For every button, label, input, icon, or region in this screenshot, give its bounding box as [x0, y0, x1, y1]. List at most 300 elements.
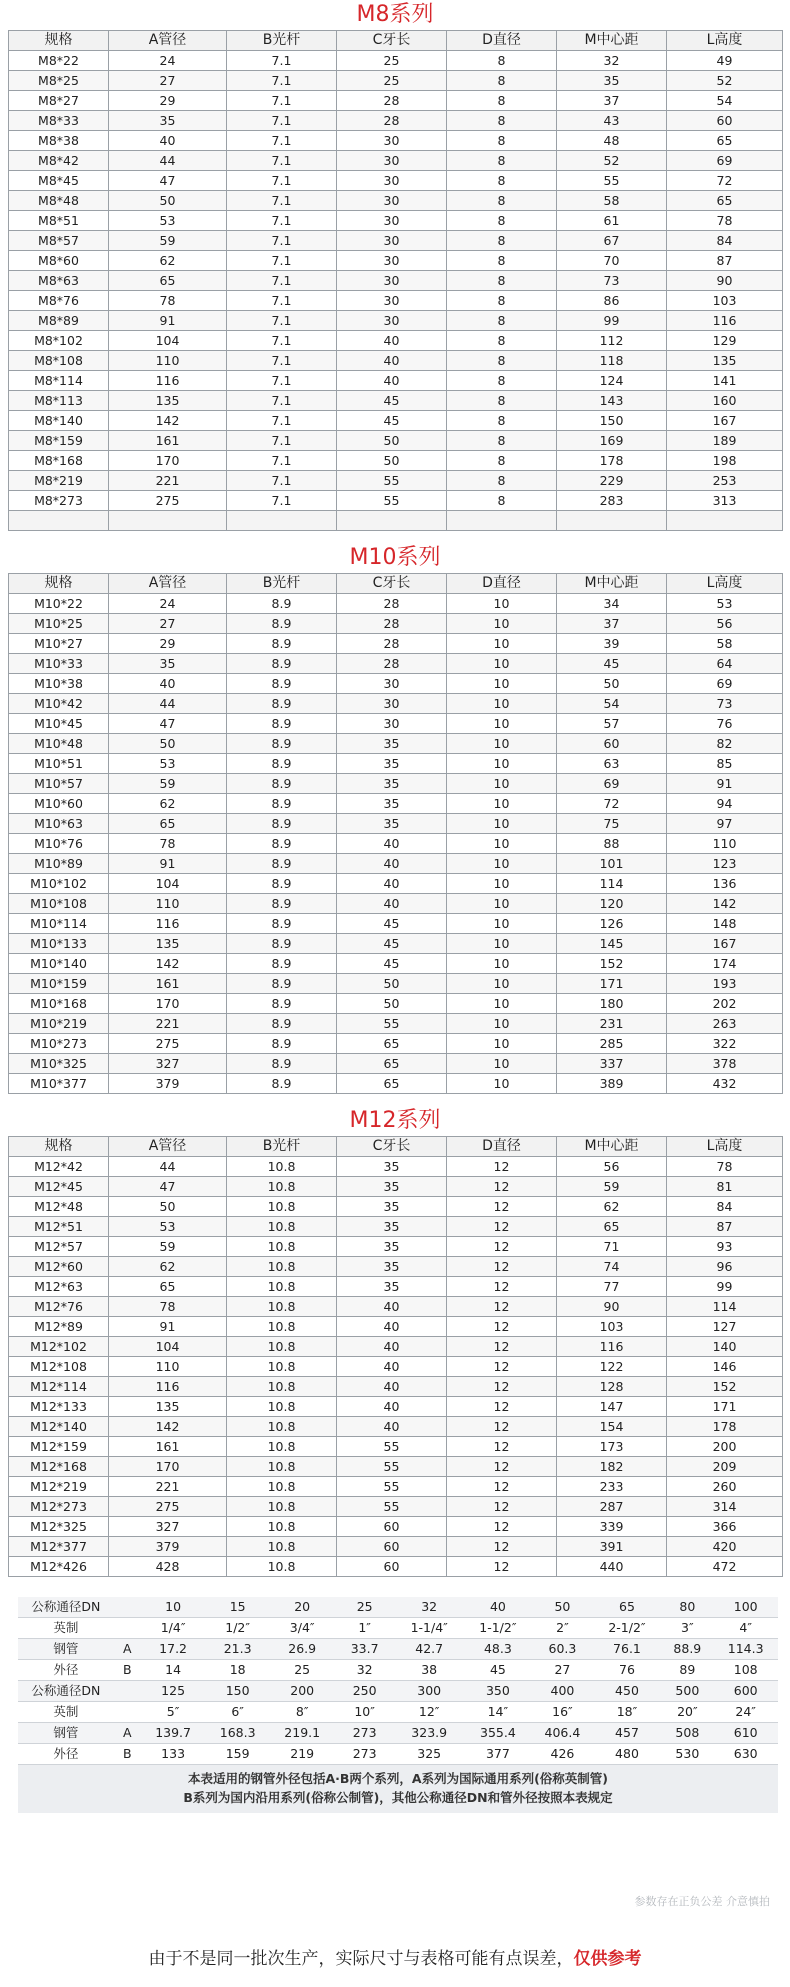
- dn-cell: 45: [464, 1660, 533, 1681]
- table-cell: 8.9: [227, 894, 337, 914]
- table-cell: 45: [557, 654, 667, 674]
- table-row: [9, 714, 783, 734]
- table-cell: 70: [557, 251, 667, 271]
- table-cell: 8.9: [227, 1054, 337, 1074]
- table-row: [9, 874, 783, 894]
- dn-cell: 76.1: [593, 1639, 662, 1660]
- table-cell: 8.9: [227, 654, 337, 674]
- table-cell: 8: [447, 151, 557, 171]
- dn-cell: 1-1/4″: [395, 1618, 464, 1639]
- table-cell: M12*57: [9, 1237, 109, 1257]
- dn-note-line: 本表适用的钢管外径包括A·B两个系列，A系列为国际通用系列(俗称英制管): [187, 1771, 609, 1786]
- table-cell: 8: [447, 371, 557, 391]
- table-cell: 7.1: [227, 471, 337, 491]
- table-cell: 56: [667, 614, 783, 634]
- table-cell: 30: [337, 674, 447, 694]
- table-cell: 65: [557, 1217, 667, 1237]
- table-cell: M10*76: [9, 834, 109, 854]
- table-cell: 322: [667, 1034, 783, 1054]
- table-cell: M12*89: [9, 1317, 109, 1337]
- table-row: [9, 211, 783, 231]
- table-cell: M10*63: [9, 814, 109, 834]
- table-cell: 71: [557, 1237, 667, 1257]
- table-cell: 53: [667, 594, 783, 614]
- table-cell: 7.1: [227, 131, 337, 151]
- table-cell: 10.8: [227, 1457, 337, 1477]
- table-cell: 47: [109, 714, 227, 734]
- dn-cell: 100: [713, 1597, 778, 1618]
- table-cell: 10.8: [227, 1277, 337, 1297]
- dn-cell: 3″: [661, 1618, 713, 1639]
- table-cell: M10*38: [9, 674, 109, 694]
- table-cell: 209: [667, 1457, 783, 1477]
- table-row: [9, 914, 783, 934]
- table-cell: 25: [337, 51, 447, 71]
- table-row: [9, 71, 783, 91]
- header-row: [9, 1137, 783, 1157]
- dn-cell: 17.2: [141, 1639, 206, 1660]
- table-cell: 59: [109, 1237, 227, 1257]
- table-cell: 65: [667, 131, 783, 151]
- dn-cell: 159: [205, 1744, 270, 1765]
- table-cell: 135: [109, 391, 227, 411]
- dn-cell: 外径: [18, 1744, 114, 1765]
- dn-cell: 150: [205, 1681, 270, 1702]
- dn-cell: 10″: [334, 1702, 394, 1723]
- table-cell: 78: [109, 834, 227, 854]
- table-cell: 63: [557, 754, 667, 774]
- table-cell: 127: [667, 1317, 783, 1337]
- dn-cell: B: [114, 1744, 141, 1765]
- table-cell: M10*140: [9, 954, 109, 974]
- table-cell: 30: [337, 714, 447, 734]
- table-cell: 189: [667, 431, 783, 451]
- table-cell: M8*25: [9, 71, 109, 91]
- table-cell: 55: [337, 1477, 447, 1497]
- dn-cell: 3/4″: [270, 1618, 335, 1639]
- empty-cell: [9, 511, 109, 531]
- table-row: [9, 974, 783, 994]
- table-cell: 116: [667, 311, 783, 331]
- table-cell: 44: [109, 151, 227, 171]
- table-cell: 93: [667, 1237, 783, 1257]
- table-cell: 44: [109, 1157, 227, 1177]
- table-cell: 7.1: [227, 231, 337, 251]
- table-cell: M10*219: [9, 1014, 109, 1034]
- column-header: A管径: [109, 31, 227, 51]
- footer-note: [0, 1944, 790, 1969]
- table-cell: M12*159: [9, 1437, 109, 1457]
- table-row: [9, 151, 783, 171]
- table-cell: 8.9: [227, 994, 337, 1014]
- table-cell: 135: [109, 934, 227, 954]
- dn-cell: [114, 1702, 141, 1723]
- series-title: M8系列: [356, 2, 434, 27]
- table-cell: 8.9: [227, 1014, 337, 1034]
- table-cell: 366: [667, 1517, 783, 1537]
- dn-cell: 33.7: [334, 1639, 394, 1660]
- table-cell: M8*114: [9, 371, 109, 391]
- dn-cell: 18: [205, 1660, 270, 1681]
- table-cell: 55: [337, 1014, 447, 1034]
- table-cell: 8: [447, 331, 557, 351]
- table-row: [9, 1497, 783, 1517]
- table-cell: 28: [337, 614, 447, 634]
- table-row: [9, 251, 783, 271]
- dn-cell: 600: [713, 1681, 778, 1702]
- table-cell: 10.8: [227, 1237, 337, 1257]
- table-cell: 221: [109, 1477, 227, 1497]
- table-cell: 59: [109, 231, 227, 251]
- table-cell: 58: [557, 191, 667, 211]
- table-cell: M12*76: [9, 1297, 109, 1317]
- table-cell: 53: [109, 754, 227, 774]
- table-cell: 40: [337, 1317, 447, 1337]
- table-cell: 10.8: [227, 1437, 337, 1457]
- table-cell: M10*168: [9, 994, 109, 1014]
- table-cell: 12: [447, 1157, 557, 1177]
- table-cell: M10*108: [9, 894, 109, 914]
- dn-cell: B: [114, 1660, 141, 1681]
- table-cell: 10: [447, 1074, 557, 1094]
- dn-cell: 323.9: [395, 1723, 464, 1744]
- table-cell: 52: [667, 71, 783, 91]
- table-row: [9, 1277, 783, 1297]
- footer-highlight: 仅供参考: [573, 1949, 642, 1969]
- table-cell: 8.9: [227, 854, 337, 874]
- table-cell: 10.8: [227, 1357, 337, 1377]
- table-cell: 10: [447, 894, 557, 914]
- table-cell: 35: [337, 1197, 447, 1217]
- table-cell: 37: [557, 614, 667, 634]
- empty-cell: [557, 511, 667, 531]
- table-cell: 173: [557, 1437, 667, 1457]
- table-cell: 12: [447, 1257, 557, 1277]
- table-cell: 91: [109, 1317, 227, 1337]
- dn-cell: A: [114, 1639, 141, 1660]
- dn-cell: 480: [593, 1744, 662, 1765]
- table-row: [9, 1177, 783, 1197]
- table-cell: 10: [447, 594, 557, 614]
- table-cell: 7.1: [227, 431, 337, 451]
- table-cell: 65: [109, 271, 227, 291]
- table-cell: 152: [557, 954, 667, 974]
- table-cell: 28: [337, 654, 447, 674]
- dn-cell: 60.3: [532, 1639, 592, 1660]
- table-cell: 40: [337, 1397, 447, 1417]
- table-cell: 54: [667, 91, 783, 111]
- table-cell: M8*140: [9, 411, 109, 431]
- table-cell: 12: [447, 1397, 557, 1417]
- table-cell: 110: [109, 351, 227, 371]
- table-cell: 59: [109, 774, 227, 794]
- dn-cell: 610: [713, 1723, 778, 1744]
- table-cell: 8.9: [227, 674, 337, 694]
- table-cell: 61: [557, 211, 667, 231]
- table-cell: 160: [667, 391, 783, 411]
- table-cell: M10*25: [9, 614, 109, 634]
- table-cell: 122: [557, 1357, 667, 1377]
- table-cell: 12: [447, 1497, 557, 1517]
- table-cell: 8: [447, 431, 557, 451]
- dn-cell: 219: [270, 1744, 335, 1765]
- table-row: [9, 1257, 783, 1277]
- dn-cell: 25: [334, 1597, 394, 1618]
- table-cell: 30: [337, 311, 447, 331]
- column-header: M中心距: [557, 1137, 667, 1157]
- table-row: [9, 291, 783, 311]
- table-cell: 62: [109, 1257, 227, 1277]
- dn-cell: 1/2″: [205, 1618, 270, 1639]
- dn-cell: 200: [270, 1681, 335, 1702]
- table-cell: 10: [447, 774, 557, 794]
- table-row: [9, 91, 783, 111]
- dn-row: [18, 1660, 778, 1681]
- table-cell: 30: [337, 151, 447, 171]
- empty-cell: [447, 511, 557, 531]
- column-header: 规格: [9, 574, 109, 594]
- table-cell: 167: [667, 411, 783, 431]
- table-row: [9, 894, 783, 914]
- table-cell: 55: [337, 1497, 447, 1517]
- table-cell: 7.1: [227, 191, 337, 211]
- table-cell: 69: [667, 674, 783, 694]
- table-cell: 87: [667, 1217, 783, 1237]
- dn-cell: 40: [464, 1597, 533, 1618]
- column-header: M中心距: [557, 574, 667, 594]
- dn-cell: 1″: [334, 1618, 394, 1639]
- table-row: [9, 311, 783, 331]
- table-row: [9, 1237, 783, 1257]
- table-cell: 50: [337, 431, 447, 451]
- table-cell: 24: [109, 594, 227, 614]
- table-cell: 112: [557, 331, 667, 351]
- empty-cell: [667, 511, 783, 531]
- table-cell: M10*33: [9, 654, 109, 674]
- table-cell: 140: [667, 1337, 783, 1357]
- table-row: [9, 1417, 783, 1437]
- table-row: [9, 1477, 783, 1497]
- table-cell: 84: [667, 231, 783, 251]
- table-cell: 40: [337, 854, 447, 874]
- table-cell: M8*51: [9, 211, 109, 231]
- dn-cell: 139.7: [141, 1723, 206, 1744]
- table-cell: 60: [337, 1517, 447, 1537]
- table-cell: 8.9: [227, 634, 337, 654]
- table-cell: 161: [109, 431, 227, 451]
- table-row: [9, 734, 783, 754]
- table-cell: 12: [447, 1477, 557, 1497]
- table-cell: 12: [447, 1557, 557, 1577]
- empty-row: [9, 511, 783, 531]
- table-cell: M8*113: [9, 391, 109, 411]
- table-cell: 50: [109, 734, 227, 754]
- table-cell: 35: [337, 1277, 447, 1297]
- dn-cell: 14″: [464, 1702, 533, 1723]
- table-cell: 143: [557, 391, 667, 411]
- dn-cell: 125: [141, 1681, 206, 1702]
- table-cell: M10*48: [9, 734, 109, 754]
- table-cell: 35: [337, 794, 447, 814]
- table-cell: 7.1: [227, 211, 337, 231]
- table-cell: 77: [557, 1277, 667, 1297]
- table-cell: 10: [447, 1014, 557, 1034]
- table-cell: 40: [109, 131, 227, 151]
- table-cell: 72: [667, 171, 783, 191]
- dn-cell: 300: [395, 1681, 464, 1702]
- header-row: [9, 31, 783, 51]
- table-cell: 60: [337, 1557, 447, 1577]
- table-cell: 40: [337, 1337, 447, 1357]
- table-cell: 10: [447, 914, 557, 934]
- dn-cell: 外径: [18, 1660, 114, 1681]
- dn-cell: 2-1/2″: [593, 1618, 662, 1639]
- dn-cell: 25: [270, 1660, 335, 1681]
- table-cell: 8.9: [227, 874, 337, 894]
- table-row: [9, 834, 783, 854]
- table-cell: 10.8: [227, 1417, 337, 1437]
- table-cell: 389: [557, 1074, 667, 1094]
- dn-cell: 400: [532, 1681, 592, 1702]
- dn-notes: [18, 1765, 778, 1813]
- table-cell: 10: [447, 1054, 557, 1074]
- table-row: [9, 271, 783, 291]
- table-cell: 45: [337, 934, 447, 954]
- table-cell: 10.8: [227, 1157, 337, 1177]
- table-cell: 327: [109, 1054, 227, 1074]
- table-cell: 28: [337, 634, 447, 654]
- table-cell: 432: [667, 1074, 783, 1094]
- table-cell: M10*102: [9, 874, 109, 894]
- table-cell: 7.1: [227, 91, 337, 111]
- table-cell: 10.8: [227, 1557, 337, 1577]
- table-cell: 52: [557, 151, 667, 171]
- dn-cell: 80: [661, 1597, 713, 1618]
- table-cell: 27: [109, 614, 227, 634]
- table-cell: 50: [337, 994, 447, 1014]
- table-cell: 10.8: [227, 1197, 337, 1217]
- table-cell: 161: [109, 1437, 227, 1457]
- table-cell: 391: [557, 1537, 667, 1557]
- table-row: [9, 1217, 783, 1237]
- dn-cell: 钢管: [18, 1723, 114, 1744]
- table-row: [9, 1357, 783, 1377]
- table-cell: 8.9: [227, 714, 337, 734]
- table-row: [9, 854, 783, 874]
- table-cell: 104: [109, 1337, 227, 1357]
- table-cell: M8*219: [9, 471, 109, 491]
- table-cell: 114: [667, 1297, 783, 1317]
- table-cell: M10*45: [9, 714, 109, 734]
- dn-cell: 5″: [141, 1702, 206, 1723]
- table-cell: 7.1: [227, 111, 337, 131]
- dn-cell: 273: [334, 1723, 394, 1744]
- table-cell: M8*22: [9, 51, 109, 71]
- table-cell: 40: [337, 1357, 447, 1377]
- table-cell: 12: [447, 1517, 557, 1537]
- table-cell: 7.1: [227, 271, 337, 291]
- table-cell: 30: [337, 694, 447, 714]
- dn-cell: 15: [205, 1597, 270, 1618]
- table-cell: 170: [109, 451, 227, 471]
- table-cell: 10: [447, 674, 557, 694]
- dn-cell: 38: [395, 1660, 464, 1681]
- table-row: [9, 694, 783, 714]
- table-cell: 10: [447, 794, 557, 814]
- table-cell: 314: [667, 1497, 783, 1517]
- table-cell: 378: [667, 1054, 783, 1074]
- table-cell: 7.1: [227, 331, 337, 351]
- table-cell: 135: [667, 351, 783, 371]
- column-header: A管径: [109, 574, 227, 594]
- table-cell: 8: [447, 51, 557, 71]
- table-cell: 53: [109, 211, 227, 231]
- table-cell: 28: [337, 594, 447, 614]
- table-cell: 8: [447, 491, 557, 511]
- table-cell: M12*377: [9, 1537, 109, 1557]
- table-cell: 69: [667, 151, 783, 171]
- table-cell: 193: [667, 974, 783, 994]
- table-cell: 8.9: [227, 1034, 337, 1054]
- table-cell: 169: [557, 431, 667, 451]
- table-cell: 28: [337, 91, 447, 111]
- table-cell: M8*89: [9, 311, 109, 331]
- table-cell: 7.1: [227, 171, 337, 191]
- dn-cell: [114, 1597, 141, 1618]
- dn-cell: 20: [270, 1597, 335, 1618]
- table-row: [9, 594, 783, 614]
- table-cell: 55: [337, 1457, 447, 1477]
- table-cell: 35: [109, 111, 227, 131]
- table-cell: 10: [447, 614, 557, 634]
- table-row: [9, 1034, 783, 1054]
- table-cell: M12*102: [9, 1337, 109, 1357]
- dn-cell: 12″: [395, 1702, 464, 1723]
- column-header: B光杆: [227, 1137, 337, 1157]
- table-cell: 44: [109, 694, 227, 714]
- table-cell: 12: [447, 1537, 557, 1557]
- table-cell: 60: [337, 1537, 447, 1557]
- table-cell: 118: [557, 351, 667, 371]
- table-cell: 180: [557, 994, 667, 1014]
- table-cell: 35: [337, 1237, 447, 1257]
- table-cell: 53: [109, 1217, 227, 1237]
- table-cell: 8.9: [227, 754, 337, 774]
- table-cell: 55: [337, 1437, 447, 1457]
- table-row: [9, 111, 783, 131]
- table-cell: 10: [447, 694, 557, 714]
- table-cell: 97: [667, 814, 783, 834]
- table-cell: 8: [447, 131, 557, 151]
- table-cell: 94: [667, 794, 783, 814]
- dn-cell: 8″: [270, 1702, 335, 1723]
- table-cell: 154: [557, 1417, 667, 1437]
- table-row: [9, 231, 783, 251]
- dn-cell: 42.7: [395, 1639, 464, 1660]
- table-cell: 7.1: [227, 451, 337, 471]
- table-cell: 35: [337, 734, 447, 754]
- table-row: [9, 1397, 783, 1417]
- table-cell: M12*168: [9, 1457, 109, 1477]
- table-cell: 110: [667, 834, 783, 854]
- table-cell: 75: [557, 814, 667, 834]
- dn-cell: 14: [141, 1660, 206, 1681]
- table-cell: 285: [557, 1034, 667, 1054]
- table-cell: 40: [337, 351, 447, 371]
- dn-cell: 钢管: [18, 1639, 114, 1660]
- table-cell: 8.9: [227, 974, 337, 994]
- table-cell: 40: [337, 1417, 447, 1437]
